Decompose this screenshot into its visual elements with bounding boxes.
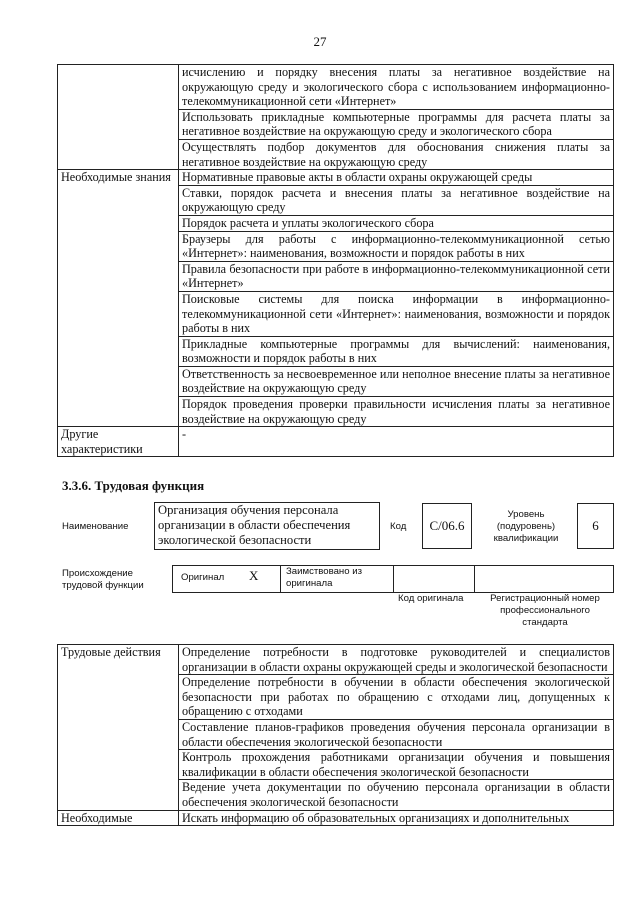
table-cell: Ставки, порядок расчета и внесения платы за негативное воздействие на окружающую среду [179, 185, 614, 215]
origin-divider [393, 565, 394, 592]
actions-label: Трудовые действия [58, 645, 179, 811]
name-label: Наименование [62, 521, 129, 532]
original-label: Оригинал [181, 572, 225, 583]
table-row [58, 810, 614, 826]
code-value-box: С/06.6 [422, 503, 472, 549]
table-cell: Использовать прикладные компьютерные программы для расчета платы за негативное воздействие на окружающую среду и экологического сбора [179, 109, 614, 139]
section-title: 3.3.6. Трудовая функция [62, 478, 205, 493]
table-cell: Ведение учета документации по обучению персонала организации в области обеспечения экологической безопасности [179, 780, 614, 810]
table-cell: Осуществлять подбор документов для обоснования снижения платы за негативное воздействие на окружающую среду [179, 139, 614, 169]
table-row [58, 170, 614, 186]
table-cell: Определение потребности в подготовке руководителей и специалистов организации в области охраны окружающей среды и экологической безопасности [179, 645, 614, 675]
other-characteristics-label: Другие характеристики [58, 427, 179, 457]
code-original-label: Код оригинала [398, 593, 464, 604]
table-cell: Нормативные правовые акты в области охраны окружающей среды [179, 170, 614, 186]
table-row [58, 645, 614, 675]
borrowed-label: Заимствовано из оригинала [286, 566, 362, 589]
origin-divider [280, 565, 281, 592]
table-cell: Прикладные компьютерные программы для вычислений: наименования, возможности и порядок работы в них [179, 336, 614, 366]
knowledge-label: Необходимые знания [58, 170, 179, 427]
table-cell: Составление планов-графиков проведения обучения персонала организации в области обеспечения экологической безопасности [179, 719, 614, 749]
table-cell: Браузеры для работы с информационно-телекоммуникационной сетью «Интернет»: наименования, возможности и порядок работы в них [179, 231, 614, 261]
reg-number-label: Регистрационный номер профессионального стандарта [490, 593, 600, 628]
table-cell: Контроль прохождения работниками организации обучения и повышения квалификации в области обеспечения экологической безопасности [179, 750, 614, 780]
labor-actions-table [57, 644, 614, 826]
row-label-empty [58, 65, 179, 170]
table-row [58, 65, 614, 110]
table-cell: Правила безопасности при работе в информационно-телекоммуникационной сети «Интернет» [179, 261, 614, 291]
level-label: Уровень (подуровень) квалификации [493, 509, 559, 544]
level-value-box: 6 [577, 503, 614, 549]
table-row [58, 427, 614, 457]
code-label: Код [390, 521, 407, 532]
table-cell: Определение потребности в обучении в области обеспечения экологической безопасности при работах по обращению с отходами лиц, допущенных к обращению с отходами [179, 675, 614, 720]
table-cell: Ответственность за несвоевременное или неполное внесение платы за негативное воздействие на окружающую среду [179, 366, 614, 396]
original-mark: X [249, 568, 259, 583]
origin-divider [474, 565, 475, 592]
table-cell: Порядок расчета и уплаты экологического сбора [179, 215, 614, 231]
table-cell: Порядок проведения проверки правильности исчисления платы за негативное воздействие на окружающую среду [179, 397, 614, 427]
skills-label: Необходимые [58, 810, 179, 826]
table-cell: - [179, 427, 614, 457]
table-cell: исчислению и порядку внесения платы за негативное воздействие на окружающую среду и экологического сбора с использованием информационно-телекоммуникационной сети «Интернет» [179, 65, 614, 110]
skills-knowledge-table [57, 64, 614, 457]
function-name-box: Организация обучения персонала организации в области обеспечения экологической безопасности [154, 502, 380, 550]
origin-label: Происхождение трудовой функции [62, 568, 144, 591]
table-cell: Искать информацию об образовательных организациях и дополнительных [179, 810, 614, 826]
page-number: 27 [313, 34, 327, 49]
table-cell: Поисковые системы для поиска информации в информационно-телекоммуникационной сети «Интернет»: наименования, возможности и порядок работы в них [179, 291, 614, 336]
